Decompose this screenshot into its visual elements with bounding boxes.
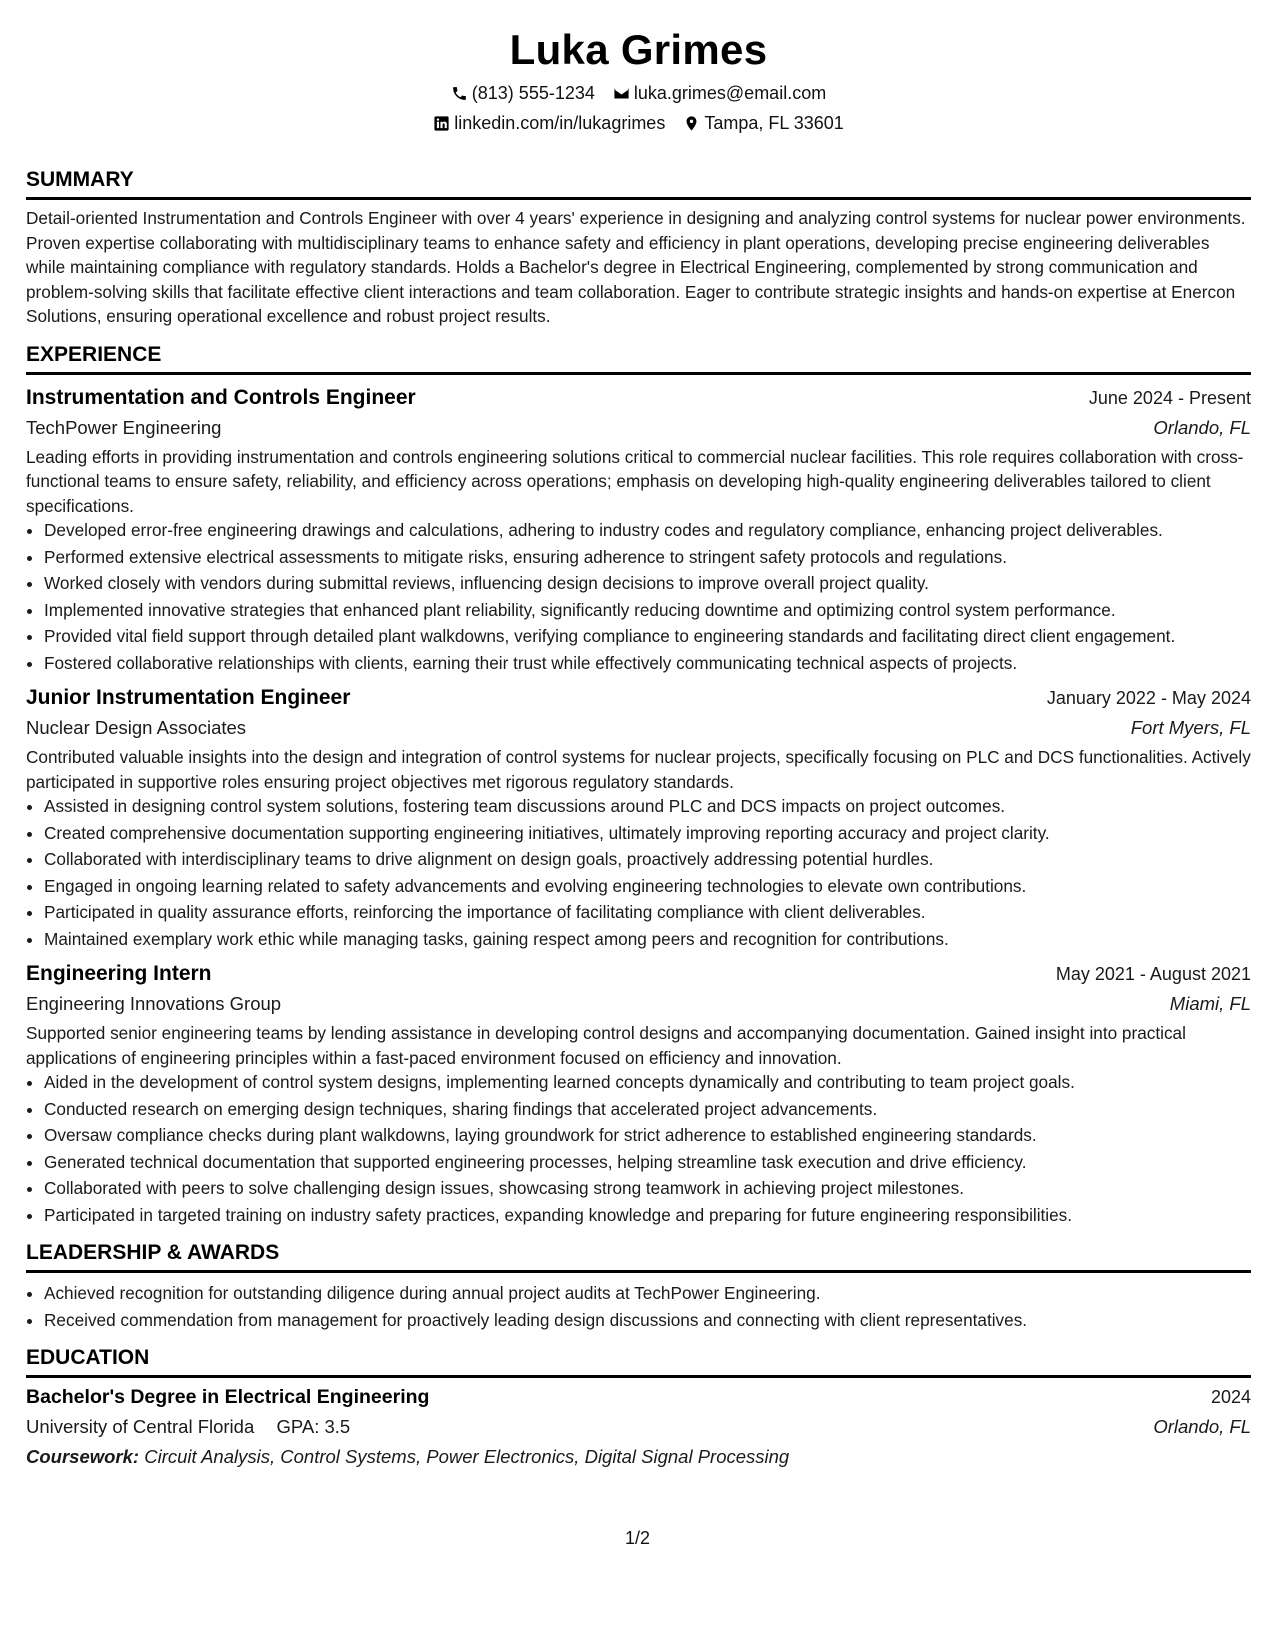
location-text: Tampa, FL 33601 [704, 113, 844, 133]
job-bullets [26, 794, 1251, 951]
phone-icon [451, 85, 468, 102]
job-company: Nuclear Design Associates [26, 717, 247, 738]
bullet-item: • Created comprehensive documentation supporting engineering initiatives, ultimately improving reporting accuracy and project clarity. [44, 821, 1251, 846]
job-bullets [26, 1070, 1251, 1227]
bullet-item: • Achieved recognition for outstanding diligence during annual project audits at TechPower Engineering. [44, 1281, 1251, 1306]
resume-page [26, 0, 1251, 1472]
bullet-item: • Worked closely with vendors during submittal reviews, influencing design decisions to improve overall project quality. [44, 571, 1251, 596]
email-item[interactable] [613, 78, 826, 108]
linkedin-item[interactable] [433, 108, 665, 138]
coursework-label: Coursework: [26, 1446, 140, 1467]
bullet-item: • Performed extensive electrical assessments to mitigate risks, ensuring adherence to stringent safety protocols and regulations. [44, 545, 1251, 570]
page-number: 1/2 [624, 1528, 651, 1548]
bullet-item: • Engaged in ongoing learning related to safety advancements and evolving engineering technologies to elevate own contributions. [44, 874, 1251, 899]
bullet-item: • Developed error-free engineering drawings and calculations, adhering to industry codes and regulatory compliance, enhancing project deliverables. [44, 518, 1251, 543]
school-location: Orlando, FL [1153, 1416, 1251, 1437]
linkedin-link[interactable]: linkedin.com/in/lukagrimes [454, 113, 666, 133]
bullet-item: • Fostered collaborative relationships with clients, earning their trust while effectively communicating technical aspects of projects. [44, 651, 1251, 676]
email-link[interactable]: luka.grimes@email.com [633, 83, 827, 103]
job-location: Miami, FL [1169, 993, 1251, 1014]
bullet-item: • Implemented innovative strategies that enhanced plant reliability, significantly reducing downtime and optimizing control system performance. [44, 598, 1251, 623]
job-bullets [26, 518, 1251, 675]
job-company: Engineering Innovations Group [26, 993, 282, 1014]
job-company: TechPower Engineering [26, 416, 222, 438]
job-dates: June 2024 - Present [1088, 387, 1251, 408]
degree-title: Bachelor's Degree in Electrical Engineering [26, 1386, 430, 1408]
contact-row-1 [26, 78, 1251, 108]
candidate-name: Luka Grimes [509, 26, 768, 73]
graduation-year: 2024 [1210, 1387, 1251, 1407]
section-title-education: EDUCATION [26, 1344, 1251, 1378]
bullet-item: • Received commendation from management for proactively leading design discussions and connecting with client representatives. [44, 1308, 1251, 1333]
job-description: Leading efforts in providing instrumentation and controls engineering solutions critical to commercial nuclear facilities. This role requires collaboration with cross-functional teams to ensure safety, reliability, and efficiency across operations; emphasis on developing high-quality engineering deliverables tailored to client specifications. [26, 446, 1244, 516]
job-description: Supported senior engineering teams by lending assistance in developing control designs and accompanying documentation. Gained insight into practical applications of engineering principles within a fast-paced environment focused on efficiency and innovation. [26, 1023, 1186, 1068]
location-item [683, 108, 843, 138]
job-title: Instrumentation and Controls Engineer [26, 385, 416, 409]
map-pin-icon [683, 115, 700, 132]
linkedin-icon [433, 115, 450, 132]
summary-text: Detail-oriented Instrumentation and Controls Engineer with over 4 years' experience in designing and analyzing control systems for nuclear power environments. Proven expertise collaborating with multidisciplinary teams to enhance safety and efficiency in plant operations, developing precise engineering deliverables while maintaining compliance with regulatory standards. Holds a Bachelor's degree in Electrical Engineering, complemented by strong communication and problem-solving skills that facilitate effective client interactions and team collaboration. Eager to contribute strategic insights and hands-on expertise at Enercon Solutions, ensuring operational excellence and robust project results. [26, 208, 1246, 326]
contact-row-2 [26, 108, 1251, 138]
bullet-item: • Collaborated with interdisciplinary teams to drive alignment on design goals, proactively addressing potential hurdles. [44, 847, 1251, 872]
experience-section [26, 341, 1251, 1228]
bullet-item: • Oversaw compliance checks during plant walkdowns, laying groundwork for strict adherence to established engineering standards. [44, 1123, 1251, 1148]
bullet-item: • Participated in targeted training on industry safety practices, expanding knowledge and preparing for future engineering responsibilities. [44, 1203, 1251, 1228]
phone-text: (813) 555-1234 [471, 83, 595, 103]
leadership-section [26, 1239, 1251, 1332]
bullet-item: • Maintained exemplary work ethic while managing tasks, gaining respect among peers and recognition for contributions. [44, 927, 1251, 952]
job-entry [26, 959, 1251, 1227]
envelope-icon [613, 85, 630, 102]
bullet-item: • Provided vital field support through detailed plant walkdowns, verifying compliance to engineering standards and facilitating direct client engagement. [44, 624, 1251, 649]
summary-section [26, 166, 1251, 329]
bullet-item: • Conducted research on emerging design techniques, sharing findings that accelerated project advancements. [44, 1097, 1251, 1122]
gpa: GPA: 3.5 [276, 1416, 351, 1437]
bullet-item: • Assisted in designing control system solutions, fostering team discussions around PLC and DCS impacts on project outcomes. [44, 794, 1251, 819]
job-location: Orlando, FL [1153, 416, 1251, 438]
job-dates: May 2021 - August 2021 [1055, 964, 1251, 984]
section-title-experience: EXPERIENCE [26, 341, 1251, 375]
job-location: Fort Myers, FL [1130, 717, 1251, 738]
section-title-summary: SUMMARY [26, 166, 1251, 200]
bullet-item: • Generated technical documentation that supported engineering processes, helping streamline task execution and drive efficiency. [44, 1150, 1251, 1175]
bullet-item: • Participated in quality assurance efforts, reinforcing the importance of facilitating compliance with client deliverables. [44, 900, 1251, 925]
education-section [26, 1344, 1251, 1472]
phone-item [451, 78, 595, 108]
section-title-leadership: LEADERSHIP & AWARDS [26, 1239, 1251, 1273]
job-description: Contributed valuable insights into the design and integration of control systems for nuclear projects, specifically focusing on PLC and DCS functionalities. Actively participated in supportive roles ensuring project objectives met rigorous regulatory standards. [26, 747, 1251, 792]
school-name: University of Central Florida [26, 1416, 255, 1437]
job-entry [26, 383, 1251, 676]
leadership-bullets [26, 1281, 1251, 1332]
coursework-list: Circuit Analysis, Control Systems, Power Electronics, Digital Signal Processing [144, 1446, 790, 1467]
job-entry [26, 683, 1251, 951]
job-title: Junior Instrumentation Engineer [26, 686, 351, 709]
bullet-item: • Aided in the development of control system designs, implementing learned concepts dynamically and contributing to team project goals. [44, 1070, 1251, 1095]
school-info [26, 1412, 350, 1442]
bullet-item: • Collaborated with peers to solve challenging design issues, showcasing strong teamwork in achieving project milestones. [44, 1176, 1251, 1201]
job-dates: January 2022 - May 2024 [1046, 688, 1251, 708]
coursework-line [26, 1442, 1251, 1472]
job-title: Engineering Intern [26, 962, 212, 985]
